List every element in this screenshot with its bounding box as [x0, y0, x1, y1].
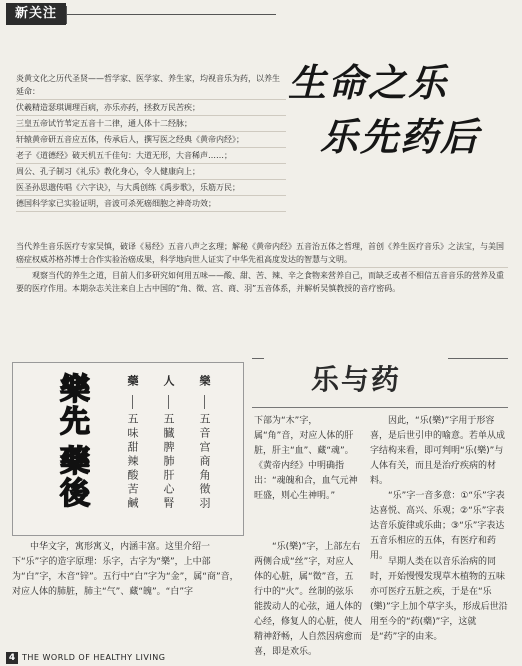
intro-paragraph: 医圣孙思邈传唱《六字诀》，与大禹创练《禹步歌》，乐筋万民； — [16, 181, 286, 196]
panel-big-text-2: 藥後 — [54, 445, 89, 509]
body-column-left — [12, 540, 244, 600]
section-tag: 新关注 — [6, 3, 66, 25]
intro-paragraph: 伏羲精造瑟琪调理百病，亦乐亦药，拯救万民苦疾； — [16, 101, 286, 116]
body-paragraph: 早期人类在以音乐治病的同时，开始慢慢发现草木植物的五味亦可医疗五脏之疾，于是在“乐(樂)”字上加个草字头，形成后世沿用至今的“药(藥)”字，这就是“药”字的由来。 — [370, 557, 508, 642]
intro-summary — [16, 240, 508, 297]
panel-col-head: 藥 — [126, 375, 139, 389]
header-rule — [66, 14, 276, 15]
body-column-right-bottom — [370, 555, 508, 645]
panel-col-items: 五臓脾肺肝心腎 — [162, 413, 175, 511]
panel-col-head: 樂 — [198, 375, 211, 389]
body-column-middle-bottom — [254, 540, 362, 660]
panel-col-items: 五味甜辣酸苦鹹 — [126, 413, 139, 511]
body-paragraph: 下部为“木”字，属“角”音，对应人体的肝脏，肝主“血”、藏“魂”。《黄帝内经》中明确指出：“魂魄和合，血气元神旺盛，则心生神明。” — [254, 416, 358, 501]
panel-big-text-1: 樂先 — [54, 373, 89, 437]
page-number: 4 — [6, 652, 18, 664]
section-title: 乐与药 — [310, 363, 401, 396]
body-column-right — [370, 414, 508, 564]
five-elements-panel — [12, 362, 244, 536]
body-paragraph: 中华文字，寓形寓义，内涵丰富。这里介绍一下“乐”字的造字原理：乐字，古字为“樂”，上中部为“白”字，木音“锌”。五行中“白”字为“金”，属“商”音，对应人体的肺脏，肺主“气”、藏“魄”。“白”字 — [12, 542, 239, 597]
magazine-title: THE WORLD OF HEALTHY LIVING — [22, 653, 166, 662]
intro-paragraph: 三皇五帝试竹苇定五音十二律，通人体十二经脉； — [16, 117, 286, 132]
intro-summary-paragraph: 当代养生音乐医疗专家吴慎，破译《易经》五音八声之玄理；解秘《黄帝内经》五音治五体之哲理，首创《养生医疗音乐》之法宝，与美国癌症权威苏格苏博士合作实验治癌成果，科学地向世人证实了中华先祖高度发达的智慧与文明。 — [16, 240, 508, 268]
panel-col-head: 人 — [162, 375, 175, 389]
header-divider — [66, 6, 67, 24]
headline-line-1: 生命之乐 — [288, 60, 449, 105]
body-column-middle-top — [254, 414, 362, 504]
intro-paragraph: 轩辕黄帝研五音应五体，传承后人，撰写医之经典《黄帝内经》； — [16, 133, 286, 148]
intro-paragraph: 炎黄文化之历代圣贤——哲学家、医学家、养生家，均视音乐为药，以养生延命： — [16, 72, 286, 100]
body-paragraph: “乐”字一音多意：①“乐”字表达喜悦、高兴、乐观；②“乐”字表达音乐旋律或乐曲；③“乐”字表达五音乐相应的五体，有医疗和药用。 — [370, 491, 505, 561]
body-paragraph: 因此，“乐(樂)”字用于形容喜，是后世引申的喻意。若单从成字结构来看，即可判明“乐(樂)”与人体有关，而且是治疗疾病的材料。 — [370, 416, 506, 486]
section-rule-left — [252, 358, 264, 359]
panel-dash — [168, 395, 169, 409]
intro-paragraph: 老子《道德经》破天机五千佳句：大道无形，大音稀声……； — [16, 149, 286, 164]
intro-paragraph: 德国科学家已实验证明，音波可杀死癌细胞之神奇功效； — [16, 197, 286, 212]
headline-line-2: 乐先药后 — [320, 114, 481, 159]
section-underline — [252, 407, 508, 408]
section-rule-right — [448, 358, 508, 359]
intro-paragraph: 周公、孔子制习《礼乐》教化身心，令人健康向上； — [16, 165, 286, 180]
body-paragraph: “乐(樂)”字，上部左右两侧合成“丝”字，对应人体的心脏，属“徵”音，五行中的“火”。丝制的弦乐能拨动人的心弦，通人体的心经，修复人的心脏，使人精神舒畅，人自然因病愈而喜，即是欢乐。 — [254, 542, 363, 657]
panel-dash — [204, 395, 205, 409]
intro-list — [16, 72, 286, 213]
panel-dash — [132, 395, 133, 409]
panel-col-items: 五音宫商角徵羽 — [198, 413, 211, 511]
intro-summary-paragraph: 观察当代的养生之道，目前人们多研究如何用五味——酸、甜、苦、辣、辛之食物来营养自己，而缺乏或者不相信五音音乐的营养及重要的医疗作用。本期杂志关注来自上古中国的“角、徵、宫、商、羽”五音体系，并解析吴慎教授的音疗密码。 — [16, 271, 504, 293]
